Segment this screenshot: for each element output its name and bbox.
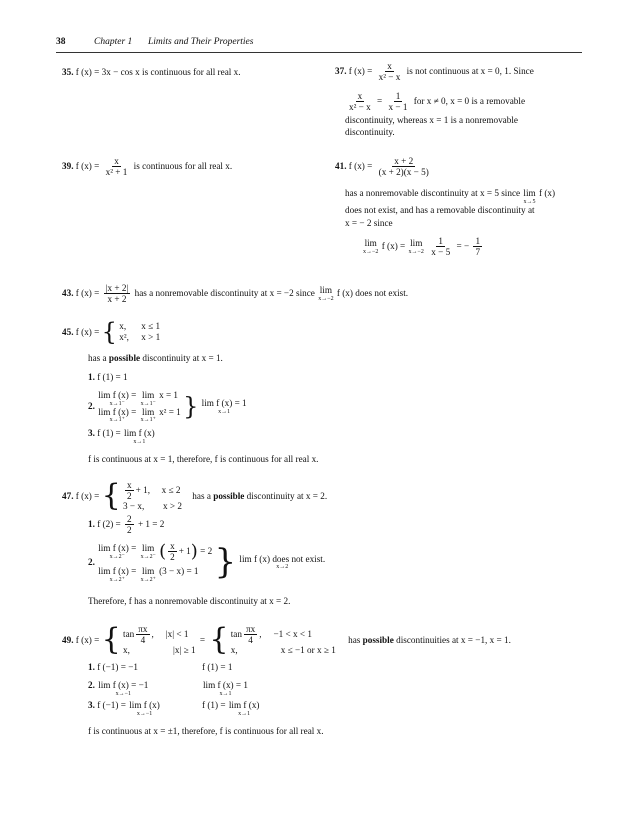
- problem-47-step1: [88, 514, 164, 535]
- lim-expr: lim f (x) =: [98, 543, 137, 554]
- lim-expr: lim f (x) =: [98, 390, 137, 400]
- result: (3 − x) = 1: [159, 566, 199, 577]
- numerator: x: [127, 480, 132, 490]
- problem-number: 49.: [62, 634, 74, 645]
- denominator: x + 2: [107, 294, 127, 305]
- numerator: 2: [127, 514, 132, 524]
- numerator: 1: [475, 236, 481, 246]
- problem-number: 35.: [62, 67, 74, 77]
- lim-word: lim: [364, 238, 377, 249]
- problem-49-step1b: f (1) = 1: [202, 662, 233, 672]
- header-rule: [56, 52, 582, 53]
- lim-sub: x→1⁺: [140, 417, 156, 424]
- problem-39: [62, 156, 232, 177]
- numerator: |x + 2|: [105, 283, 129, 293]
- cases: [123, 480, 182, 512]
- lhs: f (x) =: [75, 634, 100, 645]
- lim-sub: x→−2: [318, 295, 334, 302]
- right-brace: }: [183, 392, 199, 421]
- step-number: 2.: [88, 401, 95, 412]
- fx: f (x): [538, 188, 556, 198]
- lim-sub: x→5: [523, 198, 536, 205]
- fraction: [347, 91, 373, 112]
- condition: x ≤ 2: [161, 485, 181, 496]
- problem-47-step2: [88, 541, 326, 583]
- numerator: x: [114, 156, 119, 166]
- limit: [129, 700, 160, 717]
- text: f (x) does not exist.: [336, 288, 409, 299]
- text: discontinuity at x = 1.: [142, 353, 223, 363]
- condition: x ≤ −1 or x ≥ 1: [280, 645, 336, 656]
- lim-sub: x→−1: [115, 690, 131, 697]
- limit: [98, 680, 148, 697]
- denominator: 2: [170, 552, 175, 563]
- emphasis: possible: [108, 353, 141, 363]
- step-number: 1.: [88, 519, 95, 530]
- text: has a: [192, 490, 211, 501]
- left-brace: {: [101, 477, 121, 513]
- lim-sub: x→2⁺: [140, 576, 156, 583]
- chapter-title: Limits and Their Properties: [148, 37, 254, 47]
- problem-41-line2: [345, 188, 555, 205]
- problem-number: 37.: [335, 66, 347, 77]
- lim-word: lim: [319, 285, 333, 296]
- case: x,: [230, 645, 238, 656]
- problem-number: 41.: [335, 161, 347, 172]
- step-number: 2.: [88, 556, 95, 567]
- lim-expr: lim f (x): [129, 700, 160, 710]
- denominator: 4: [140, 635, 146, 646]
- fraction: [125, 514, 134, 535]
- limit: [124, 428, 155, 445]
- chapter-label: Chapter 1: [94, 37, 133, 47]
- case: x,: [119, 321, 127, 332]
- fraction: [136, 624, 149, 645]
- condition: −1 < x < 1: [273, 629, 312, 640]
- result: x² = 1: [159, 406, 181, 417]
- problem-47: [62, 477, 328, 513]
- limit: [523, 188, 535, 205]
- left-limit: [97, 541, 212, 562]
- right-limit: [97, 407, 181, 424]
- result: + 1: [178, 546, 191, 557]
- problem-number: 39.: [62, 161, 74, 172]
- limit: [141, 566, 156, 583]
- problem-number: 43.: [62, 288, 74, 299]
- limit: [229, 700, 260, 717]
- condition: x > 1: [141, 332, 161, 342]
- limit: [203, 680, 248, 697]
- lim-word: lim: [410, 238, 423, 249]
- page-number: 38: [56, 37, 66, 47]
- emphasis: possible: [213, 490, 245, 501]
- case: x,: [123, 645, 130, 656]
- problem-35: [62, 67, 241, 78]
- case-row: [123, 501, 182, 512]
- case-row: [119, 321, 160, 332]
- denominator: x² + 1: [105, 167, 128, 178]
- limit: [409, 238, 424, 255]
- denominator: 7: [475, 247, 481, 258]
- fraction: [429, 236, 452, 257]
- lhs: f (x) =: [75, 161, 100, 172]
- problem-47-conclusion: Therefore, f has a nonremovable discontinuity at x = 2.: [88, 596, 291, 606]
- numerator: x: [357, 91, 363, 101]
- minus: −: [463, 241, 470, 252]
- lim-expr: lim f (x) = −1: [98, 680, 149, 690]
- limit: [318, 285, 333, 302]
- lim-expr: lim f (x): [228, 700, 260, 710]
- problem-41-eq: [362, 236, 484, 257]
- limit: [239, 554, 325, 571]
- problem-49-conclusion: f is continuous at x = ±1, therefore, f is continuous for all real x.: [88, 726, 324, 736]
- lim-expr: lim f (x) = 1: [201, 398, 247, 409]
- problem-45-conclusion: f is continuous at x = 1, therefore, f is continuous for all real x.: [88, 454, 319, 464]
- lim-sub: x→−2: [363, 248, 379, 255]
- step-number: 2.: [88, 680, 95, 690]
- problem-37: [335, 61, 534, 82]
- limit: [363, 238, 378, 255]
- step-text: f (1) = 1: [97, 372, 128, 382]
- case-row: [231, 645, 336, 656]
- problem-49-step2b: [202, 680, 249, 697]
- step-text: f (−1) =: [97, 700, 126, 710]
- denominator: (x + 2)(x − 5): [378, 167, 429, 178]
- equals: =: [377, 96, 383, 107]
- fraction: [244, 624, 257, 645]
- case: 3 − x,: [123, 501, 145, 512]
- text: has a: [88, 353, 107, 363]
- lim-sub: x→1: [238, 710, 251, 717]
- problem-text: f (x) = 3x − cos x is continuous for all real x.: [75, 67, 241, 77]
- problem-49: [62, 621, 511, 657]
- problem-number: 47.: [62, 490, 74, 501]
- tan: tan: [230, 629, 242, 640]
- numerator: πx: [138, 624, 148, 634]
- problem-45-step1: [88, 372, 128, 383]
- case: x²,: [119, 332, 129, 342]
- text: is continuous for all real x.: [133, 161, 233, 172]
- limit: [98, 566, 136, 583]
- numerator: πx: [245, 624, 256, 634]
- lim-sub: x→−1: [136, 710, 153, 717]
- text: has a nonremovable discontinuity at x = −2 since: [134, 288, 315, 299]
- condition: |x| < 1: [165, 629, 189, 640]
- right-limit: [97, 566, 212, 583]
- right-paren: ): [190, 540, 198, 562]
- step-number: 3.: [88, 700, 95, 710]
- fraction: [125, 480, 134, 501]
- step-text: f (1) =: [97, 428, 121, 438]
- lhs: f (x) =: [75, 490, 100, 501]
- denominator: x² − x: [378, 72, 401, 83]
- lim-word: lim: [142, 566, 155, 577]
- result: x = 1: [159, 390, 179, 400]
- left-paren: (: [159, 540, 167, 562]
- lim-expr: lim f (x) =: [98, 566, 137, 577]
- text: has a nonremovable discontinuity at x = 5 since: [345, 188, 521, 198]
- limits: [97, 541, 212, 583]
- lim-expr: lim f (x) does not exist.: [239, 553, 326, 564]
- result: = 2: [200, 546, 213, 557]
- limit: [202, 398, 247, 415]
- step-text: f (2) =: [97, 519, 121, 530]
- step-number: 3.: [88, 428, 95, 438]
- cases: [231, 624, 336, 656]
- case-row: [119, 332, 160, 343]
- cases: [123, 624, 196, 656]
- text: is not continuous at x = 0, 1. Since: [406, 66, 534, 77]
- case-row: tan $\frac{\pi x}{4}$ , −1 < x < 1: [230, 624, 312, 646]
- lim-sub: x→2: [276, 564, 289, 571]
- lim-sub: x→1⁺: [109, 417, 125, 424]
- lim-word: lim: [142, 390, 155, 400]
- fraction: [387, 91, 410, 112]
- lim-expr: lim f (x) =: [98, 406, 137, 417]
- lhs: f (x) =: [348, 66, 373, 77]
- text: discontinuities at x = −1, x = 1.: [396, 634, 511, 645]
- numerator: x: [170, 541, 175, 551]
- problem-45: [62, 320, 160, 344]
- problem-41-line3: does not exist, and has a removable discontinuity at: [345, 205, 535, 215]
- condition: |x| ≥ 1: [173, 645, 196, 656]
- problem-45-step3: [88, 428, 156, 445]
- lhs: f (x) =: [75, 288, 100, 299]
- step-text: f (−1) = −1: [97, 662, 138, 672]
- limit: [98, 407, 136, 424]
- denominator: x − 1: [388, 102, 408, 113]
- cases: [119, 321, 160, 342]
- numerator: x + 2: [394, 156, 414, 166]
- problem-43: [62, 283, 408, 304]
- problem-49-step3: [88, 700, 161, 717]
- problem-37-line2: [345, 91, 525, 112]
- lim-expr: lim f (x) = 1: [203, 680, 248, 690]
- numerator: 1: [438, 236, 444, 246]
- lim-sub: x→1: [218, 408, 231, 415]
- problem-number: 45.: [62, 326, 74, 337]
- lim-sub: x→2⁻: [109, 553, 125, 560]
- text: for x ≠ 0, x = 0 is a removable: [413, 96, 526, 107]
- case: + 1,: [135, 485, 150, 496]
- limit: [141, 407, 156, 424]
- tan: tan: [123, 629, 135, 640]
- denominator: 4: [248, 635, 253, 646]
- denominator: x² − x: [349, 102, 371, 113]
- problem-49-step1: [88, 662, 138, 673]
- problem-41-line4: x = − 2 since: [345, 218, 393, 228]
- limit: [98, 543, 136, 560]
- left-brace: {: [101, 318, 117, 346]
- lhs: f (x) =: [75, 326, 100, 337]
- fraction: [104, 156, 130, 177]
- condition: x ≤ 1: [141, 321, 161, 332]
- fraction: [377, 61, 403, 82]
- lim-word: lim: [523, 188, 536, 198]
- fraction: [473, 236, 482, 257]
- text: has: [348, 634, 361, 645]
- problem-37-line4: discontinuity.: [345, 127, 395, 137]
- lim-sub: x→−2: [408, 248, 424, 255]
- condition: x > 2: [163, 501, 182, 512]
- problem-49-step3b: [202, 700, 260, 717]
- problem-45-step2: [88, 390, 248, 423]
- emphasis: possible: [362, 634, 394, 645]
- step-text: f (1) =: [202, 700, 226, 710]
- right-brace: }: [214, 541, 237, 582]
- fraction: [377, 156, 431, 177]
- left-brace: {: [101, 621, 121, 657]
- fx: f (x) =: [381, 241, 406, 252]
- lim-sub: x→1⁻: [140, 400, 156, 407]
- limits: [97, 390, 181, 423]
- fraction: [104, 283, 131, 304]
- problem-49-step2: [88, 680, 149, 697]
- numerator: 1: [395, 91, 401, 101]
- lim-sub: x→2⁺: [109, 576, 125, 583]
- lim-sub: x→2⁻: [140, 553, 156, 560]
- left-limit: [97, 390, 181, 407]
- lim-expr: lim f (x): [124, 428, 155, 438]
- fraction: [168, 541, 177, 562]
- problem-45-possible: [88, 353, 223, 364]
- step-number: 1.: [88, 662, 95, 672]
- step-text: + 1 = 2: [137, 519, 165, 530]
- limit: [98, 390, 136, 407]
- equals: =: [199, 634, 206, 645]
- problem-41: [335, 156, 433, 177]
- numerator: x: [387, 61, 392, 71]
- left-brace: {: [209, 621, 229, 657]
- lim-sub: x→1: [133, 438, 146, 445]
- lim-sub: x→1⁻: [109, 400, 125, 407]
- step-number: 1.: [88, 372, 95, 382]
- case-row: [123, 480, 182, 501]
- text: discontinuity at x = 2.: [246, 490, 328, 501]
- limit: [141, 390, 156, 407]
- case-row: [123, 645, 196, 656]
- denominator: 2: [127, 525, 132, 536]
- equals: =: [456, 241, 462, 252]
- limit: [141, 543, 156, 560]
- lhs: f (x) =: [348, 161, 373, 172]
- lim-word: lim: [142, 543, 155, 554]
- lim-word: lim: [142, 406, 155, 417]
- problem-37-line3: discontinuity, whereas x = 1 is a nonremovable: [345, 115, 518, 125]
- denominator: x − 5: [431, 247, 451, 258]
- case-row: tan $\frac{\pi x}{4}$ , |x| < 1: [123, 624, 189, 646]
- denominator: 2: [127, 491, 132, 502]
- lim-sub: x→1: [219, 690, 232, 697]
